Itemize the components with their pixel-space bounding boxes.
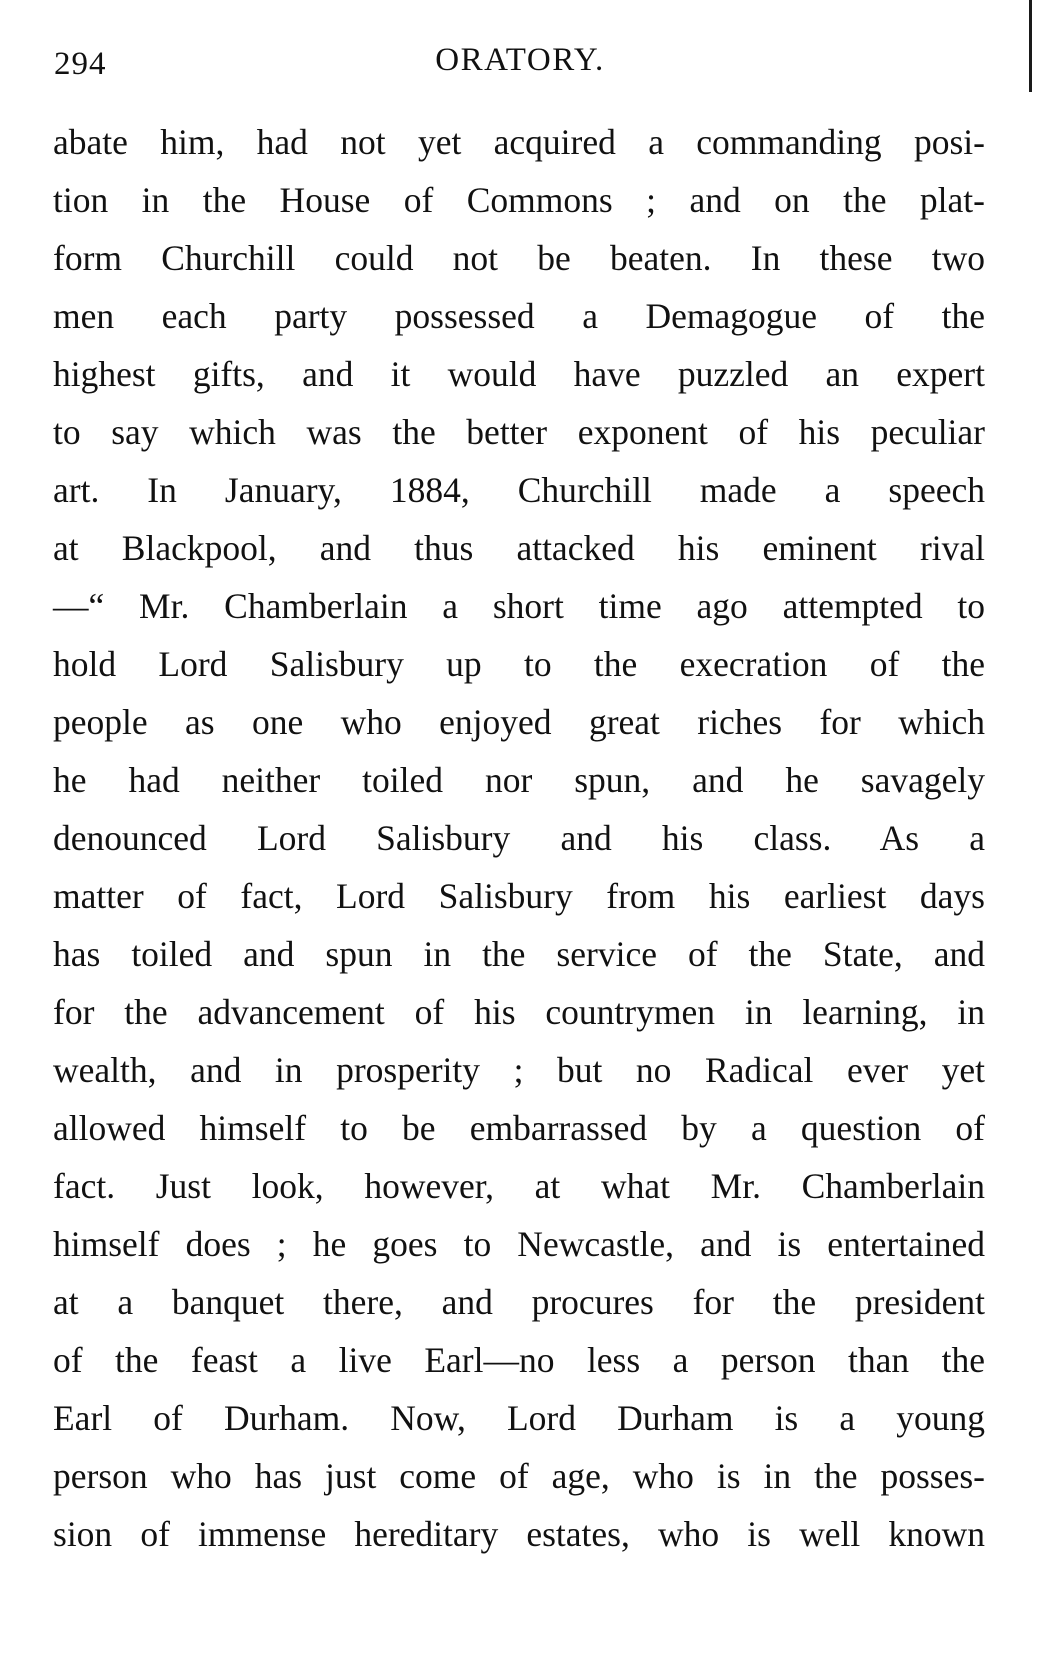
- page-edge-rule: [1029, 0, 1032, 92]
- text-line: himself does ; he goes to Newcastle, and is entertained: [53, 1224, 985, 1264]
- text-line: at a banquet there, and procures for the president: [53, 1282, 985, 1322]
- text-line: form Churchill could not be beaten. In these two: [53, 238, 985, 278]
- text-line: for the advancement of his countrymen in learning, in: [53, 992, 985, 1032]
- text-line: to say which was the better exponent of his peculiar: [53, 412, 985, 452]
- text-line: highest gifts, and it would have puzzled an expert: [53, 354, 985, 394]
- text-line: —“ Mr. Chamberlain a short time ago attempted to: [53, 586, 985, 626]
- text-line: matter of fact, Lord Salisbury from his earliest days: [53, 876, 985, 916]
- page-number: 294: [54, 46, 107, 82]
- text-line: person who has just come of age, who is in the posses-: [53, 1456, 985, 1496]
- text-line: fact. Just look, however, at what Mr. Chamberlain: [53, 1166, 985, 1206]
- text-line: art. In January, 1884, Churchill made a speech: [53, 470, 985, 510]
- text-line: allowed himself to be embarrassed by a question of: [53, 1108, 985, 1148]
- running-head: [54, 40, 986, 88]
- text-line: sion of immense hereditary estates, who is well known: [53, 1514, 985, 1554]
- text-line: abate him, had not yet acquired a commanding posi-: [53, 122, 985, 162]
- text-line: wealth, and in prosperity ; but no Radical ever yet: [53, 1050, 985, 1090]
- text-line: tion in the House of Commons ; and on the plat-: [53, 180, 985, 220]
- text-line: has toiled and spun in the service of the State, and: [53, 934, 985, 974]
- text-line: denounced Lord Salisbury and his class. As a: [53, 818, 985, 858]
- text-line: he had neither toiled nor spun, and he savagely: [53, 760, 985, 800]
- text-line: hold Lord Salisbury up to the execration of the: [53, 644, 985, 684]
- running-title: ORATORY.: [435, 42, 605, 78]
- text-line: people as one who enjoyed great riches for which: [53, 702, 985, 742]
- text-line: men each party possessed a Demagogue of the: [53, 296, 985, 336]
- text-line: Earl of Durham. Now, Lord Durham is a young: [53, 1398, 985, 1438]
- text-line: of the feast a live Earl—no less a person than the: [53, 1340, 985, 1380]
- text-line: at Blackpool, and thus attacked his eminent rival: [53, 528, 985, 568]
- body-text: [53, 113, 985, 1563]
